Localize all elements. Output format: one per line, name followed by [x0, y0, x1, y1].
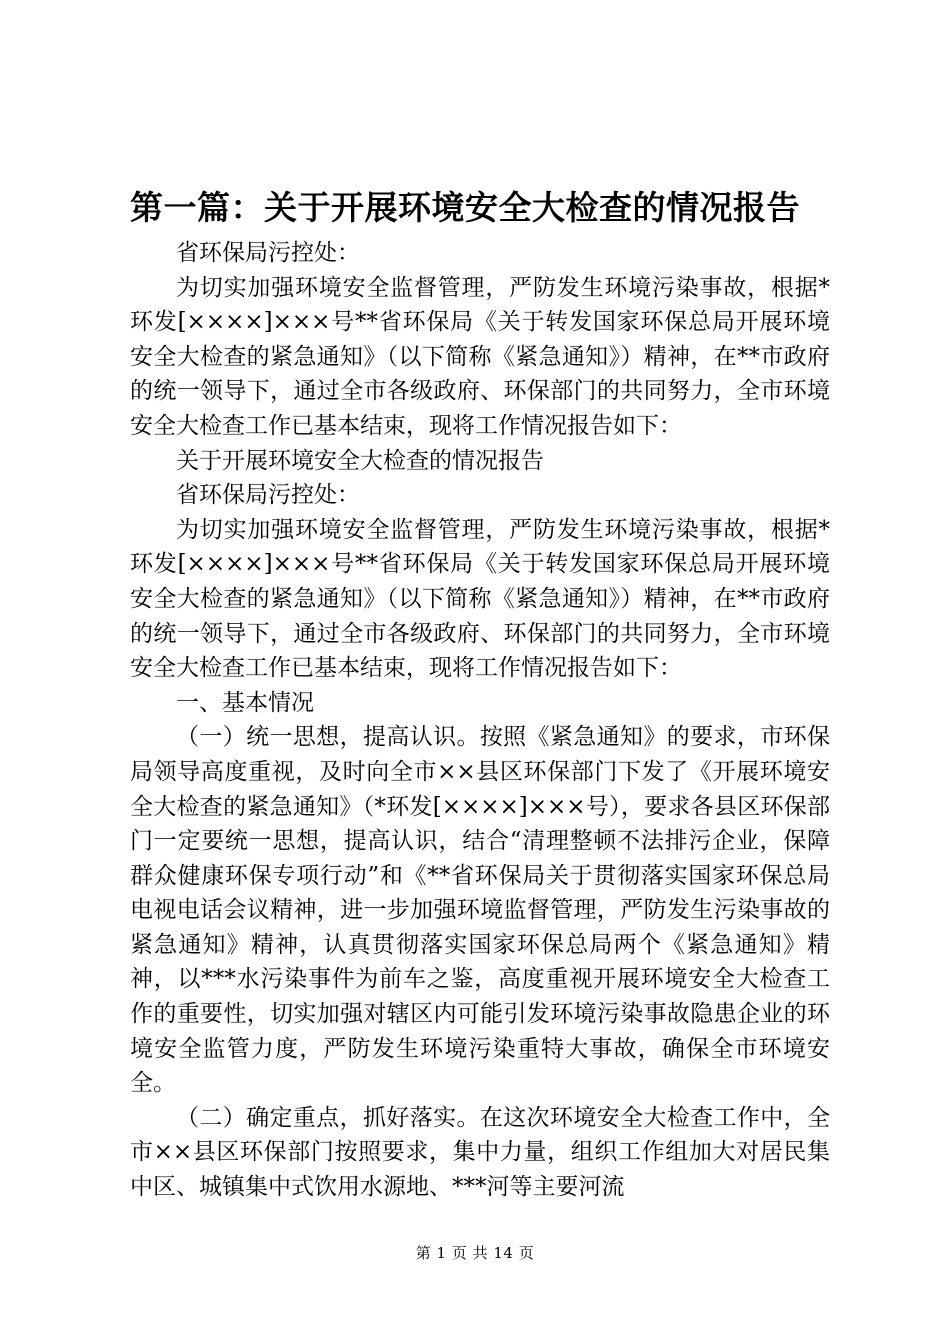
paragraph: （一）统一思想，提高认识。按照《紧急通知》的要求，市环保局领导高度重视，及时向全市××县区环保部门下发了《开展环境安全大检查的紧急通知》（*环发[××××]×××号），要求各县区环保部门一定要统一思想，提高认识，结合“清理整顿不法排污企业，保障群众健康环保专项行动”和《**省环保局关于贯彻落实国家环保总局电视电话会议精神，进一步加强环境监督管理，严防发生污染事故的紧急通知》精神，认真贯彻落实国家环保总局两个《紧急通知》精神，以***水污染事件为前车之鉴，高度重视开展环境安全大检查工作的重要性，切实加强对辖区内可能引发环境污染事故隐患企业的环境安全监管力度，严防发生环境污染重特大事故，确保全市环境安全。 — [130, 724, 830, 1097]
paragraph: 省环保局污控处： — [176, 240, 360, 266]
document-body — [130, 236, 830, 1205]
document-title: 第一篇：关于开展环境安全大检查的情况报告 — [130, 188, 800, 227]
paragraph: （二）确定重点，抓好落实。在这次环境安全大检查工作中，全市××县区环保部门按照要求，集中力量，组织工作组加大对居民集中区、城镇集中式饮用水源地、***河等主要河流 — [130, 1104, 830, 1201]
page-footer: 第 1 页 共 14 页 — [415, 1244, 535, 1262]
section-heading: 一、基本情况 — [176, 689, 314, 716]
paragraph: 为切实加强环境安全监督管理，严防发生环境污染事故，根据*环发[××××]×××号**省环保局《关于转发国家环保总局开展环境安全大检查的紧急通知》（以下简称《紧急通知》）精神，在**市政府的统一领导下，通过全市各级政府、环保部门的共同努力，全市环境安全大检查工作已基本结束，现将工作情况报告如下： — [130, 274, 830, 439]
paragraph: 关于开展环境安全大检查的情况报告 — [176, 447, 544, 474]
paragraph: 省环保局污控处： — [176, 482, 360, 509]
paragraph: 为切实加强环境安全监督管理，严防发生环境污染事故，根据*环发[××××]×××号**省环保局《关于转发国家环保总局开展环境安全大检查的紧急通知》（以下简称《紧急通知》）精神，在**市政府的统一领导下，通过全市各级政府、环保部门的共同努力，全市环境安全大检查工作已基本结束，现将工作情况报告如下： — [130, 516, 830, 682]
